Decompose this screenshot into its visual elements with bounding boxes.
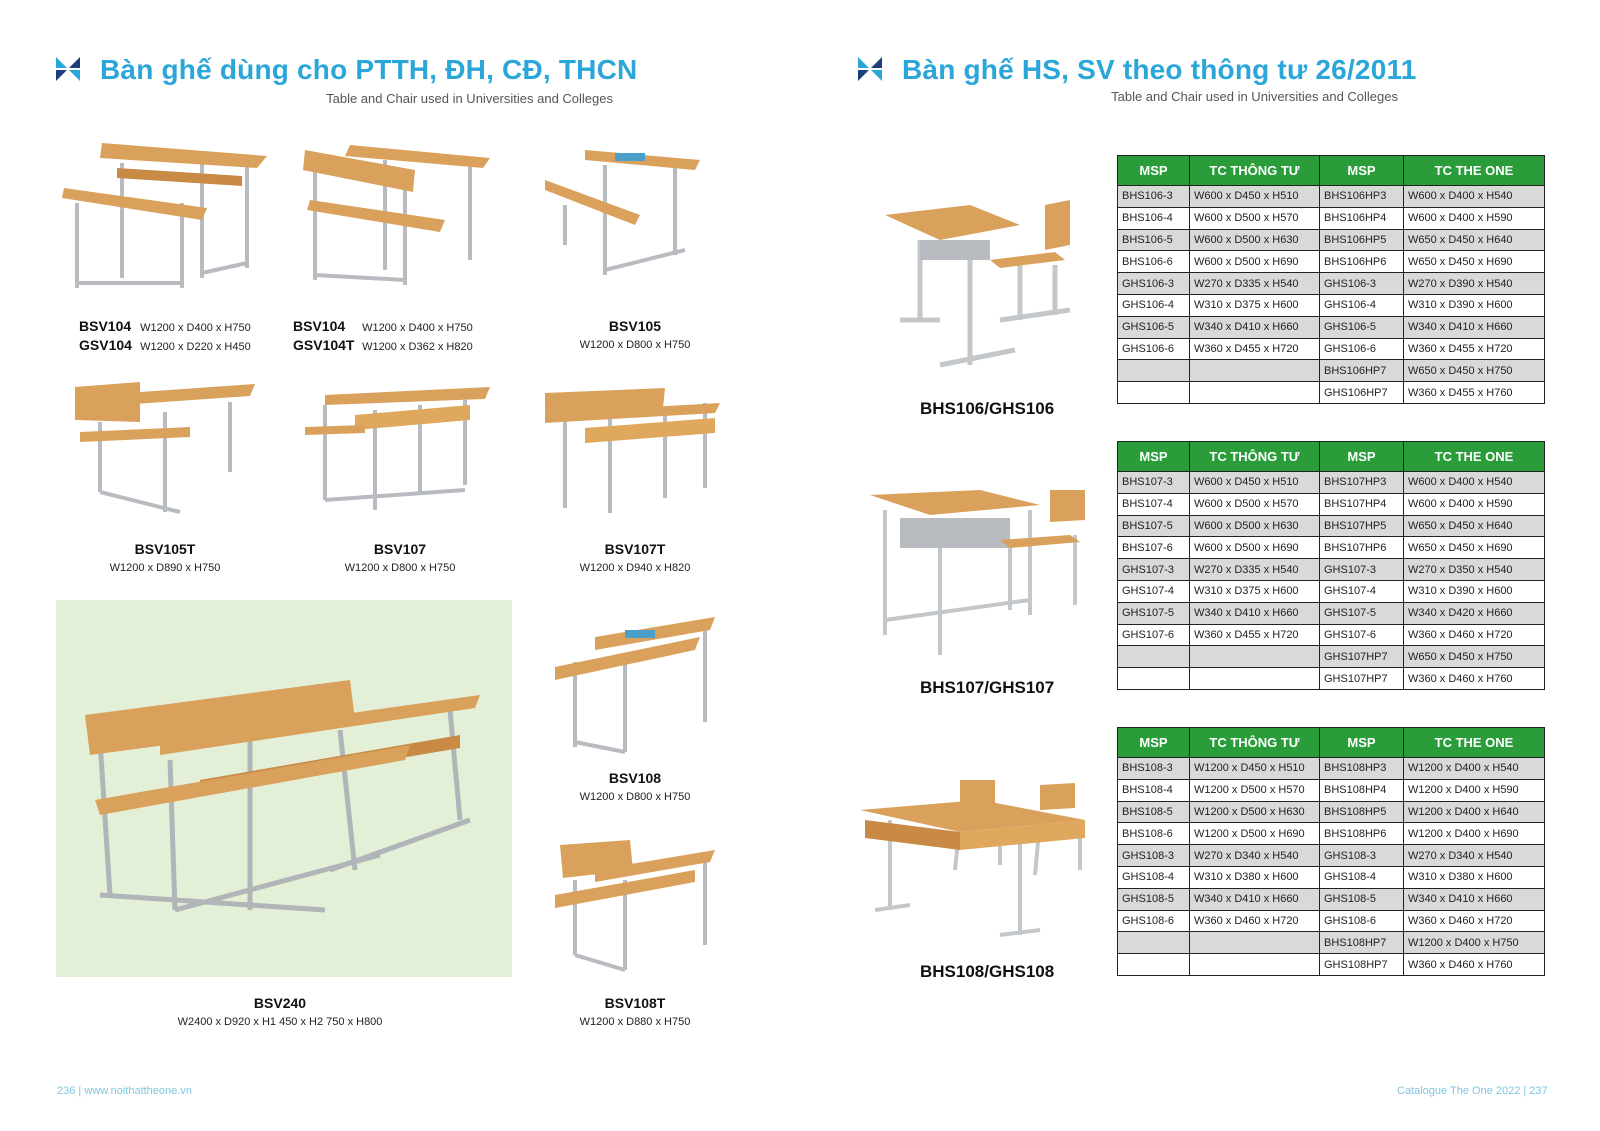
right-page-title: Bàn ghế HS, SV theo thông tư 26/2011 bbox=[902, 54, 1417, 85]
table-row: GHS106-5 W340 x D410 x H660 GHS106-5 W340 x D410 x H660 bbox=[1118, 316, 1545, 338]
left-page-title: Bàn ghế dùng cho PTTH, ĐH, CĐ, THCN bbox=[100, 54, 638, 85]
table-row: BHS106-3 W600 x D450 x H510 BHS106HP3 W600 x D400 x H540 bbox=[1118, 186, 1545, 208]
table-row: GHS106-6 W360 x D455 x H720 GHS106-6 W360 x D455 x H720 bbox=[1118, 338, 1545, 360]
product-name: GSV104T bbox=[293, 337, 355, 353]
table-row: GHS108-6 W360 x D460 x H720 GHS108-6 W360 x D460 x H720 bbox=[1118, 910, 1545, 932]
right-page-subtitle: Table and Chair used in Universities and Colleges bbox=[1111, 89, 1398, 104]
col-header: MSP bbox=[1118, 442, 1190, 472]
right-page-footer: Catalogue The One 2022 | 237 bbox=[1397, 1085, 1548, 1097]
col-header: MSP bbox=[1118, 728, 1190, 758]
col-header: TC THE ONE bbox=[1404, 442, 1545, 472]
table-row: BHS108-6 W1200 x D500 x H690 BHS108HP6 W1200 x D400 x H690 bbox=[1118, 823, 1545, 845]
group-name-106: BHS106/GHS106 bbox=[920, 399, 1055, 418]
product-image-bsv105t bbox=[70, 382, 260, 522]
col-header: TC THE ONE bbox=[1404, 156, 1545, 186]
product-image-bsv107 bbox=[305, 385, 495, 520]
table-row: BHS106-6 W600 x D500 x H690 BHS106HP6 W650 x D450 x H690 bbox=[1118, 251, 1545, 273]
table-row: BHS108-4 W1200 x D500 x H570 BHS108HP4 W1200 x D400 x H590 bbox=[1118, 779, 1545, 801]
table-row: GHS106HP7 W360 x D455 x H760 bbox=[1118, 382, 1545, 404]
brand-logo-icon bbox=[56, 57, 80, 81]
table-row: GHS108HP7 W360 x D460 x H760 bbox=[1118, 954, 1545, 976]
product-name: GSV104 bbox=[79, 337, 132, 353]
caption-bsv108: BSV108 W1200 x D800 x H750 bbox=[579, 770, 691, 803]
product-image-bsv104-gsv104 bbox=[62, 138, 272, 298]
product-image-bsv107t bbox=[545, 388, 725, 518]
col-header: MSP bbox=[1320, 728, 1404, 758]
product-name: BSV104 bbox=[79, 318, 132, 334]
table-row: BHS106-4 W600 x D500 x H570 BHS106HP4 W600 x D400 x H590 bbox=[1118, 207, 1545, 229]
spec-table-106 bbox=[1117, 155, 1545, 404]
table-row: GHS107HP7 W650 x D450 x H750 bbox=[1118, 646, 1545, 668]
table-row: BHS107-4 W600 x D500 x H570 BHS107HP4 W600 x D400 x H590 bbox=[1118, 493, 1545, 515]
table-row: GHS106-3 W270 x D335 x H540 GHS106-3 W270 x D390 x H540 bbox=[1118, 273, 1545, 295]
left-page-footer: 236 | www.noithattheone.vn bbox=[57, 1085, 192, 1097]
product-image-bhs107-ghs107 bbox=[870, 490, 1090, 660]
table-row: GHS107-6 W360 x D455 x H720 GHS107-6 W360 x D460 x H720 bbox=[1118, 624, 1545, 646]
caption-bsv107t: BSV107T W1200 x D940 x H820 bbox=[579, 541, 691, 574]
caption-bsv240: BSV240 W2400 x D920 x H1 450 x H2 750 x H800 bbox=[177, 995, 383, 1028]
table-row: GHS107-4 W310 x D375 x H600 GHS107-4 W310 x D390 x H600 bbox=[1118, 580, 1545, 602]
table-row: GHS108-4 W310 x D380 x H600 GHS108-4 W310 x D380 x H600 bbox=[1118, 866, 1545, 888]
col-header: MSP bbox=[1320, 442, 1404, 472]
product-image-bsv240 bbox=[80, 680, 490, 930]
group-name-108: BHS108/GHS108 bbox=[920, 962, 1055, 981]
col-header: MSP bbox=[1320, 156, 1404, 186]
table-row: GHS106-4 W310 x D375 x H600 GHS106-4 W310 x D390 x H600 bbox=[1118, 294, 1545, 316]
col-header: MSP bbox=[1118, 156, 1190, 186]
table-row: GHS107-5 W340 x D410 x H660 GHS107-5 W340 x D420 x H660 bbox=[1118, 602, 1545, 624]
table-row: GHS107HP7 W360 x D460 x H760 bbox=[1118, 668, 1545, 690]
table-row: BHS108-5 W1200 x D500 x H630 BHS108HP5 W1200 x D400 x H640 bbox=[1118, 801, 1545, 823]
col-header: TC THÔNG TƯ bbox=[1190, 156, 1320, 186]
table-row: BHS107-5 W600 x D500 x H630 BHS107HP5 W650 x D450 x H640 bbox=[1118, 515, 1545, 537]
left-page-subtitle: Table and Chair used in Universities and Colleges bbox=[326, 91, 613, 106]
product-image-bsv108t bbox=[555, 840, 725, 975]
table-row: BHS106-5 W600 x D500 x H630 BHS106HP5 W650 x D450 x H640 bbox=[1118, 229, 1545, 251]
brand-logo-icon bbox=[858, 57, 882, 81]
product-image-bhs106-ghs106 bbox=[880, 200, 1090, 380]
product-image-bsv108 bbox=[555, 612, 725, 757]
table-row: BHS106HP7 W650 x D450 x H750 bbox=[1118, 360, 1545, 382]
product-image-bsv104-gsv104t bbox=[295, 140, 505, 300]
table-row: BHS107-6 W600 x D500 x H690 BHS107HP6 W650 x D450 x H690 bbox=[1118, 537, 1545, 559]
product-name: BSV104 bbox=[293, 318, 346, 334]
caption-bsv104-gsv104: BSV104 W1200 x D400 x H750 GSV104 W1200 x D220 x H450 bbox=[79, 318, 251, 353]
caption-bsv105t: BSV105T W1200 x D890 x H750 bbox=[109, 541, 221, 574]
table-row: GHS108-5 W340 x D410 x H660 GHS108-5 W340 x D410 x H660 bbox=[1118, 888, 1545, 910]
caption-bsv107: BSV107 W1200 x D800 x H750 bbox=[344, 541, 456, 574]
caption-bsv108t: BSV108T W1200 x D880 x H750 bbox=[579, 995, 691, 1028]
product-image-bsv105 bbox=[545, 145, 715, 290]
product-image-bhs108-ghs108 bbox=[860, 780, 1095, 940]
col-header: TC THÔNG TƯ bbox=[1190, 728, 1320, 758]
caption-bsv105: BSV105 W1200 x D800 x H750 bbox=[579, 318, 691, 351]
spec-table-108 bbox=[1117, 727, 1545, 976]
table-row: BHS107-3 W600 x D450 x H510 BHS107HP3 W600 x D400 x H540 bbox=[1118, 472, 1545, 494]
table-row: GHS107-3 W270 x D335 x H540 GHS107-3 W270 x D350 x H540 bbox=[1118, 559, 1545, 581]
table-row: GHS108-3 W270 x D340 x H540 GHS108-3 W270 x D340 x H540 bbox=[1118, 845, 1545, 867]
table-row: BHS108HP7 W1200 x D400 x H750 bbox=[1118, 932, 1545, 954]
caption-bsv104-gsv104t: BSV104 W1200 x D400 x H750 GSV104T W1200 x D362 x H820 bbox=[293, 318, 473, 353]
col-header: TC THE ONE bbox=[1404, 728, 1545, 758]
spec-table-107 bbox=[1117, 441, 1545, 690]
col-header: TC THÔNG TƯ bbox=[1190, 442, 1320, 472]
group-name-107: BHS107/GHS107 bbox=[920, 678, 1055, 697]
table-row: BHS108-3 W1200 x D450 x H510 BHS108HP3 W1200 x D400 x H540 bbox=[1118, 758, 1545, 780]
